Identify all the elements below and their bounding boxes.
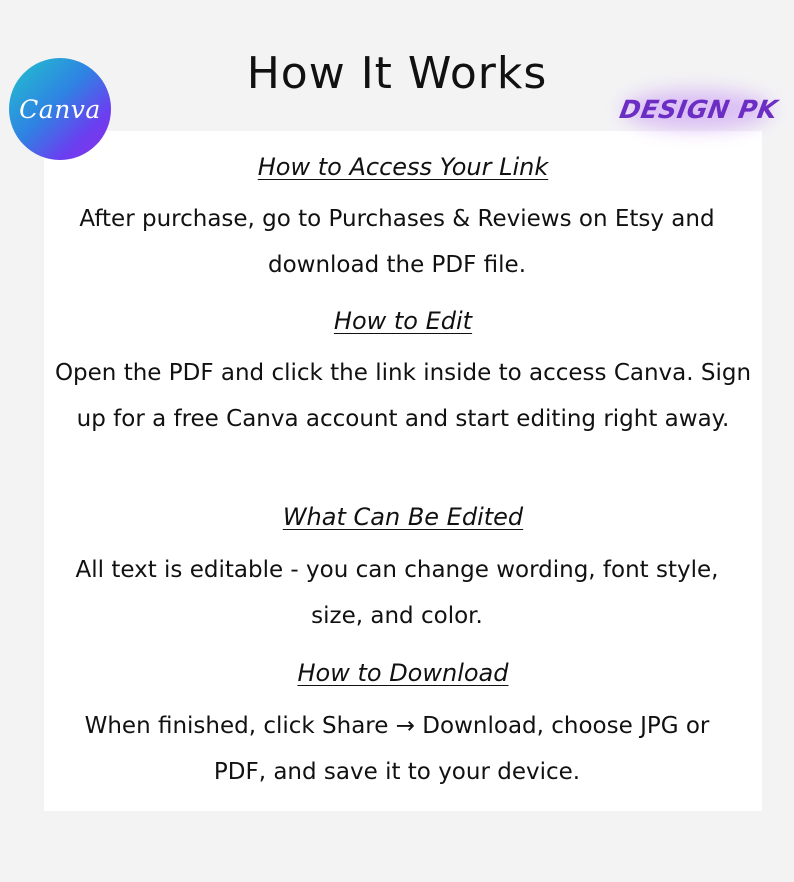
section-text-edit: Open the PDF and click the link inside to access Canva. Sign up for a free Canva account and start editing right away. — [54, 360, 752, 432]
section-heading-access-link: How to Access Your Link — [257, 153, 549, 181]
page-title: How It Works — [246, 48, 548, 99]
section-heading-editable: What Can Be Edited — [282, 503, 524, 531]
section-heading-download: How to Download — [297, 659, 509, 687]
section-text-download: When finished, click Share → Download, choose JPG or PDF, and save it to your device. — [84, 713, 710, 785]
section-heading-edit: How to Edit — [333, 307, 473, 335]
section-text-access-link: After purchase, go to Purchases & Reviews on Etsy and download the PDF file. — [79, 206, 715, 278]
section-text-editable: All text is editable - you can change wording, font style, size, and color. — [75, 557, 719, 629]
canva-logo-text: Canva — [19, 94, 101, 124]
brand-logo-text: DESIGN PK — [617, 94, 781, 124]
canva-logo — [9, 58, 111, 160]
brand-logo — [604, 78, 794, 140]
